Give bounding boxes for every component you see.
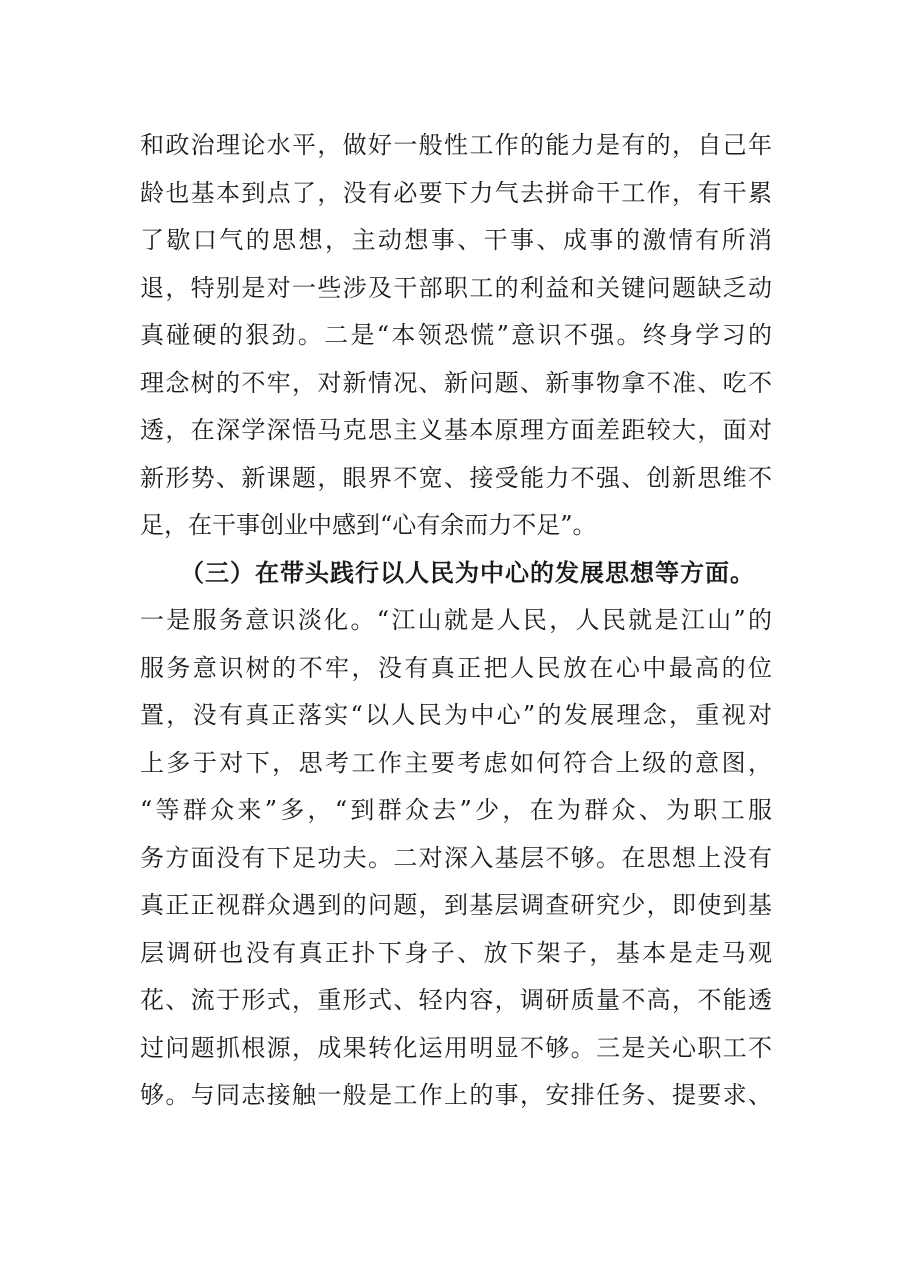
paragraph-line: 上多于对下，思考工作主要考虑如何符合上级的意图， — [140, 748, 772, 777]
paragraph-line: 理念树的不牢，对新情况、新问题、新事物拿不准、吃不 — [140, 368, 772, 397]
paragraph-line: 了歇口气的思想，主动想事、干事、成事的激情有所消 — [140, 226, 772, 254]
paragraph-line: 新形势、新课题，眼界不宽、接受能力不强、创新思维不 — [140, 463, 772, 492]
paragraph-line: 足，在干事创业中感到“心有余而力不足”。 — [140, 511, 597, 539]
paragraph-line: 置，没有真正落实“以人民为中心”的发展理念，重视对 — [140, 701, 772, 729]
paragraph-line: 够。与同志接触一般是工作上的事，安排任务、提要求、 — [140, 1081, 772, 1109]
paragraph-line: 透，在深学深悟马克思主义基本原理方面差距较大，面对 — [140, 416, 772, 444]
paragraph-line: 花、流于形式，重形式、轻内容，调研质量不高，不能透 — [140, 986, 772, 1014]
paragraph-line: 服务意识树的不牢，没有真正把人民放在心中最高的位 — [140, 653, 772, 682]
paragraph-line: “等群众来”多，“到群众去”少，在为群众、为职工服 — [140, 796, 772, 824]
paragraph-line: 龄也基本到点了，没有必要下力气去拼命干工作，有干累 — [140, 178, 772, 207]
paragraph-line: 过问题抓根源，成果转化运用明显不够。三是关心职工不 — [140, 1033, 772, 1062]
paragraph-line: 真正正视群众遇到的问题，到基层调查研究少，即使到基 — [140, 891, 772, 919]
section-heading: （三）在带头践行以人民为中心的发展思想等方面。 — [180, 558, 755, 587]
document-body — [140, 122, 772, 1120]
paragraph-line: 真碰硬的狠劲。二是“本领恐慌”意识不强。终身学习的 — [140, 321, 772, 349]
paragraph-line: 一是服务意识淡化。“江山就是人民，人民就是江山”的 — [140, 606, 772, 634]
paragraph-line: 层调研也没有真正扑下身子、放下架子，基本是走马观 — [140, 938, 772, 967]
paragraph-line: 务方面没有下足功夫。二对深入基层不够。在思想上没有 — [140, 843, 772, 872]
paragraph-line: 退，特别是对一些涉及干部职工的利益和关键问题缺乏动 — [140, 273, 772, 302]
paragraph-line: 和政治理论水平，做好一般性工作的能力是有的，自己年 — [140, 131, 772, 159]
